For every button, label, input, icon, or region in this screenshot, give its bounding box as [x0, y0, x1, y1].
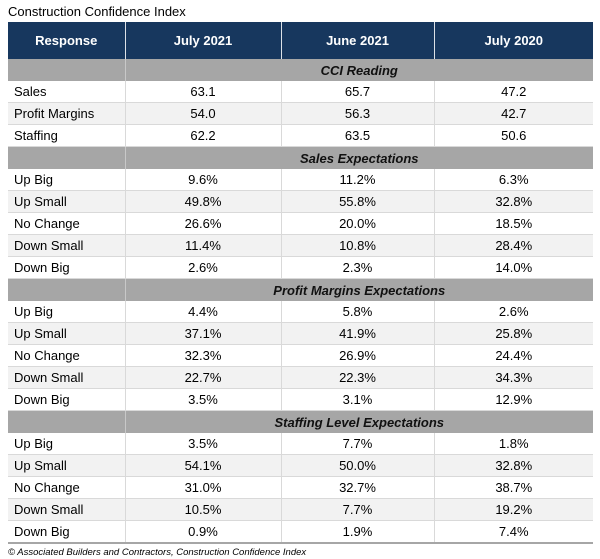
value-cell: 7.7% — [281, 433, 434, 455]
value-cell: 47.2 — [434, 81, 593, 103]
row-label: Down Big — [8, 257, 125, 279]
value-cell: 2.6% — [434, 301, 593, 323]
value-cell: 22.7% — [125, 367, 281, 389]
column-header-july-2021: July 2021 — [125, 22, 281, 59]
table-row — [8, 213, 593, 235]
value-cell: 18.5% — [434, 213, 593, 235]
section-title-cci-reading: CCI Reading — [125, 59, 593, 81]
value-cell: 12.9% — [434, 389, 593, 411]
table-row — [8, 323, 593, 345]
value-cell: 20.0% — [281, 213, 434, 235]
table-row — [8, 235, 593, 257]
value-cell: 9.6% — [125, 169, 281, 191]
table-row — [8, 103, 593, 125]
row-label: Down Small — [8, 499, 125, 521]
section-header-row — [8, 279, 593, 302]
value-cell: 10.8% — [281, 235, 434, 257]
value-cell: 31.0% — [125, 477, 281, 499]
value-cell: 62.2 — [125, 125, 281, 147]
column-header-june-2021: June 2021 — [281, 22, 434, 59]
value-cell: 63.1 — [125, 81, 281, 103]
value-cell: 2.6% — [125, 257, 281, 279]
value-cell: 34.3% — [434, 367, 593, 389]
value-cell: 6.3% — [434, 169, 593, 191]
row-label: Staffing — [8, 125, 125, 147]
table-row — [8, 345, 593, 367]
row-label: Up Small — [8, 191, 125, 213]
table-row — [8, 125, 593, 147]
value-cell: 10.5% — [125, 499, 281, 521]
attribution-text: © Associated Builders and Contractors, Construction Confidence Index — [8, 547, 307, 558]
row-label: Down Big — [8, 389, 125, 411]
row-label: Sales — [8, 81, 125, 103]
value-cell: 65.7 — [281, 81, 434, 103]
table-row — [8, 477, 593, 499]
value-cell: 24.4% — [434, 345, 593, 367]
row-label: Up Small — [8, 323, 125, 345]
value-cell: 1.8% — [434, 433, 593, 455]
page-title: Construction Confidence Index — [8, 4, 186, 19]
value-cell: 7.7% — [281, 499, 434, 521]
value-cell: 32.7% — [281, 477, 434, 499]
value-cell: 19.2% — [434, 499, 593, 521]
value-cell: 32.8% — [434, 455, 593, 477]
value-cell: 3.1% — [281, 389, 434, 411]
value-cell: 14.0% — [434, 257, 593, 279]
value-cell: 26.9% — [281, 345, 434, 367]
column-header-july-2020: July 2020 — [434, 22, 593, 59]
value-cell: 28.4% — [434, 235, 593, 257]
section-title-sales-expectations: Sales Expectations — [125, 147, 593, 170]
value-cell: 2.3% — [281, 257, 434, 279]
section-header-row — [8, 411, 593, 434]
column-header-response: Response — [8, 22, 125, 59]
value-cell: 11.2% — [281, 169, 434, 191]
row-label: Down Small — [8, 235, 125, 257]
table-row — [8, 499, 593, 521]
value-cell: 55.8% — [281, 191, 434, 213]
value-cell: 54.1% — [125, 455, 281, 477]
value-cell: 5.8% — [281, 301, 434, 323]
table-row — [8, 367, 593, 389]
column-header-row — [8, 22, 593, 59]
table-row — [8, 301, 593, 323]
section-blank-cell — [8, 411, 125, 434]
value-cell: 0.9% — [125, 521, 281, 544]
value-cell: 32.8% — [434, 191, 593, 213]
value-cell: 22.3% — [281, 367, 434, 389]
cci-table — [8, 22, 593, 544]
table-row — [8, 191, 593, 213]
section-header-row — [8, 147, 593, 170]
value-cell: 54.0 — [125, 103, 281, 125]
value-cell: 37.1% — [125, 323, 281, 345]
table-row — [8, 455, 593, 477]
row-label: Down Small — [8, 367, 125, 389]
value-cell: 49.8% — [125, 191, 281, 213]
value-cell: 11.4% — [125, 235, 281, 257]
value-cell: 38.7% — [434, 477, 593, 499]
section-title-profit-margins-expectations: Profit Margins Expectations — [125, 279, 593, 302]
table-row — [8, 257, 593, 279]
value-cell: 50.6 — [434, 125, 593, 147]
section-blank-cell — [8, 279, 125, 302]
section-header-row — [8, 59, 593, 81]
table-row — [8, 389, 593, 411]
value-cell: 32.3% — [125, 345, 281, 367]
table-row — [8, 169, 593, 191]
row-label: Up Big — [8, 301, 125, 323]
value-cell: 56.3 — [281, 103, 434, 125]
section-blank-cell — [8, 147, 125, 170]
value-cell: 3.5% — [125, 433, 281, 455]
row-label: No Change — [8, 345, 125, 367]
table-row — [8, 81, 593, 103]
value-cell: 3.5% — [125, 389, 281, 411]
row-label: No Change — [8, 213, 125, 235]
value-cell: 42.7 — [434, 103, 593, 125]
row-label: No Change — [8, 477, 125, 499]
value-cell: 26.6% — [125, 213, 281, 235]
row-label: Profit Margins — [8, 103, 125, 125]
row-label: Down Big — [8, 521, 125, 544]
row-label: Up Big — [8, 433, 125, 455]
value-cell: 41.9% — [281, 323, 434, 345]
value-cell: 4.4% — [125, 301, 281, 323]
value-cell: 1.9% — [281, 521, 434, 544]
section-title-staffing-level-expectations: Staffing Level Expectations — [125, 411, 593, 434]
value-cell: 50.0% — [281, 455, 434, 477]
section-blank-cell — [8, 59, 125, 81]
row-label: Up Big — [8, 169, 125, 191]
value-cell: 63.5 — [281, 125, 434, 147]
table-row — [8, 433, 593, 455]
row-label: Up Small — [8, 455, 125, 477]
value-cell: 7.4% — [434, 521, 593, 544]
table-row — [8, 521, 593, 544]
value-cell: 25.8% — [434, 323, 593, 345]
